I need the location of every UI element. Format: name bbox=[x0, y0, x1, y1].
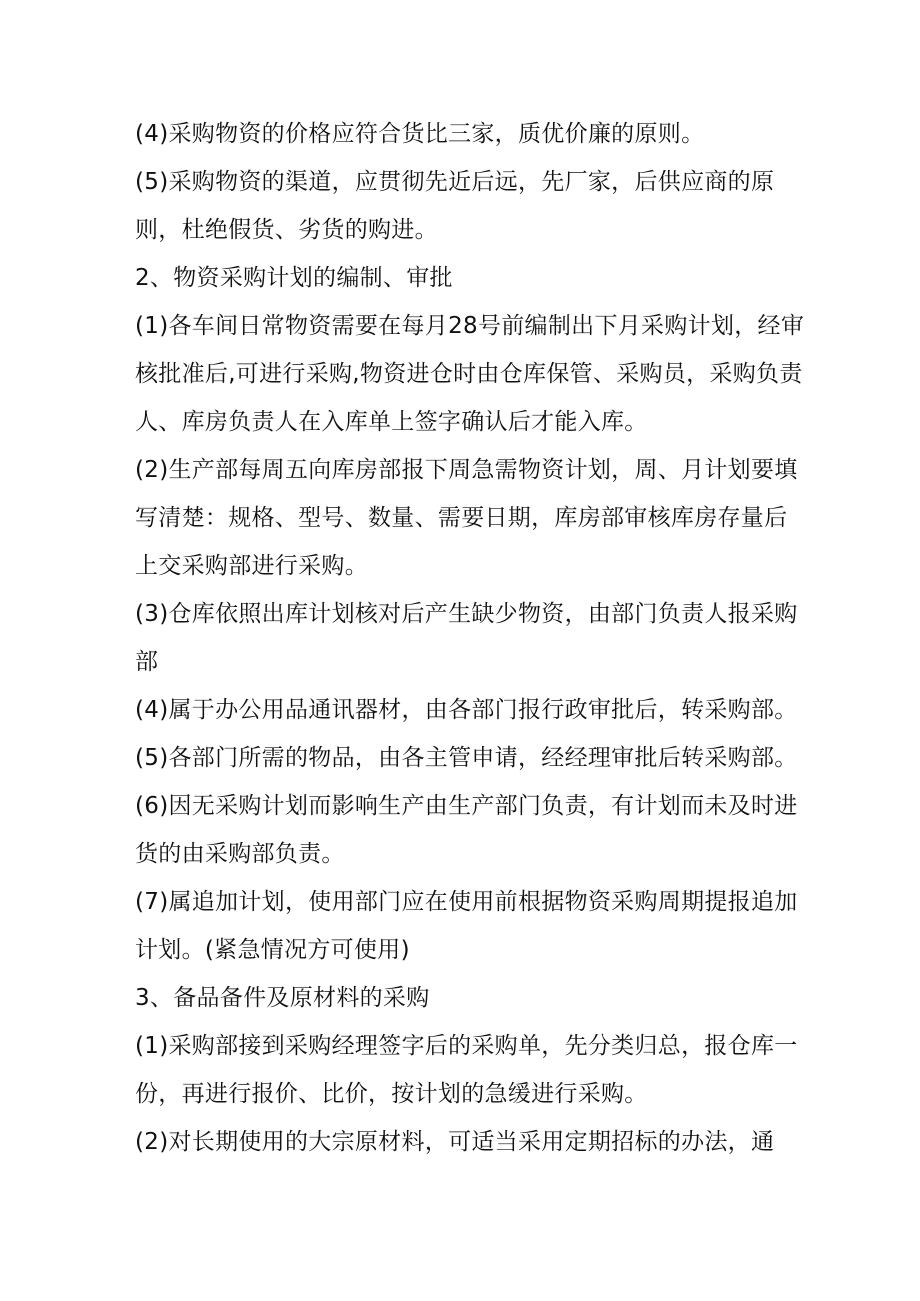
paragraph-bulk-materials: (2)对长期使用的大宗原材料，可适当采用定期招标的办法，通 bbox=[135, 1129, 775, 1155]
paragraph-purchase-order-handling: (1)采购部接到采购经理签字后的采购单，先分类归总，报仓库一份，再进行报价、比价，按计划的急缓进行采购。 bbox=[135, 1033, 798, 1107]
paragraph-additional-plan: (7)属追加计划，使用部门应在使用前根据物资采购周期提报追加计划。(紧急情况方可使用) bbox=[135, 889, 798, 963]
paragraph-weekly-plan: (2)生产部每周五向库房部报下周急需物资计划，周、月计划要填写清楚：规格、型号、数量、需要日期，库房部审核库房存量后上交采购部进行采购。 bbox=[135, 457, 798, 579]
paragraph-purchase-channel: (5)采购物资的渠道，应贯彻先近后远，先厂家，后供应商的原则，杜绝假货、劣货的购进。 bbox=[135, 169, 775, 243]
section-heading-spare-parts: 3、备品备件及原材料的采购 bbox=[135, 985, 430, 1011]
paragraph-office-supplies: (4)属于办公用品通讯器材，由各部门报行政审批后，转采购部。 bbox=[135, 697, 798, 723]
document-body bbox=[135, 110, 805, 1166]
section-heading-plan-approval: 2、物资采购计划的编制、审批 bbox=[135, 265, 453, 291]
paragraph-responsibility: (6)因无采购计划而影响生产由生产部门负责，有计划而未及时进货的由采购部负责。 bbox=[135, 793, 798, 867]
paragraph-department-items: (5)各部门所需的物品，由各主管申请，经经理审批后转采购部。 bbox=[135, 745, 798, 771]
paragraph-price-principle: (4)采购物资的价格应符合货比三家，质优价廉的原则。 bbox=[135, 121, 705, 147]
paragraph-workshop-plan: (1)各车间日常物资需要在每月28号前编制出下月采购计划，经审核批准后,可进行采购,物资进仓时由仓库保管、采购员，采购负责人、库房负责人在入库单上签字确认后才能入库。 bbox=[135, 313, 805, 435]
paragraph-warehouse-shortage: (3)仓库依照出库计划核对后产生缺少物资，由部门负责人报采购部 bbox=[135, 601, 798, 675]
